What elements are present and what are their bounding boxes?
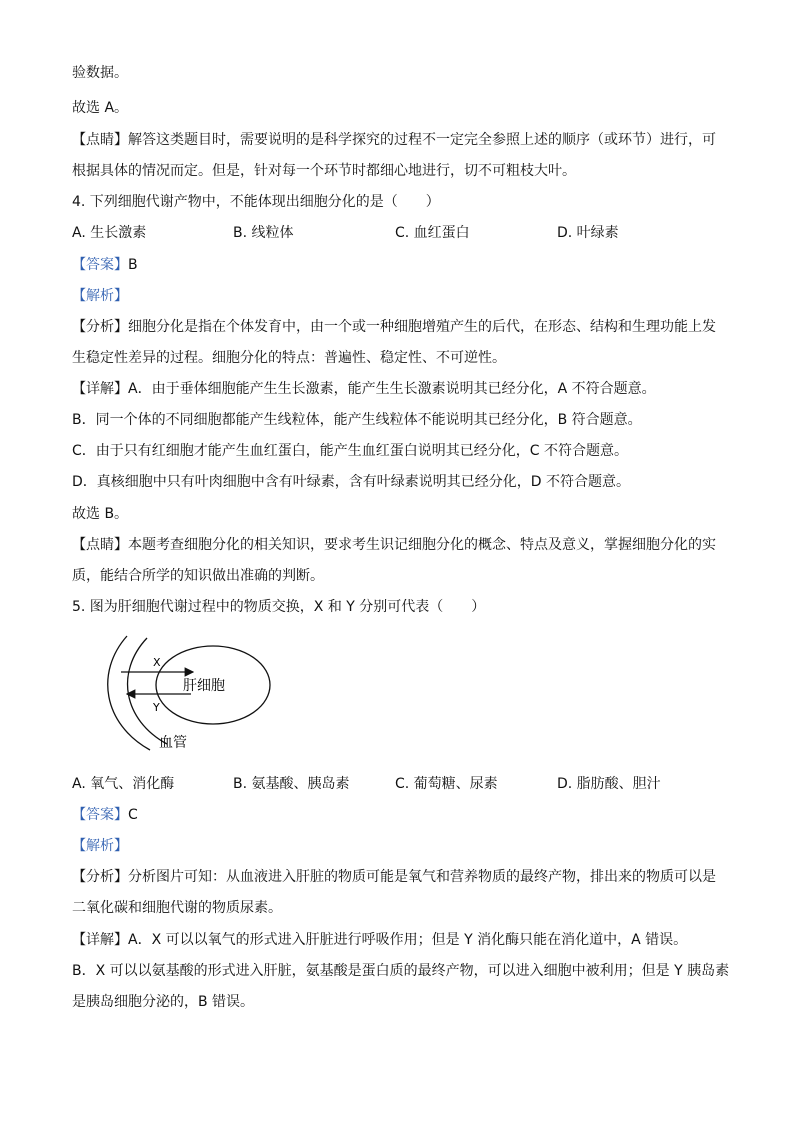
text-line: C．由于只有红细胞才能产生血红蛋白，能产生血红蛋白说明其已经分化，C 不符合题意。: [72, 443, 628, 459]
fenxi-tag: 【分析】: [72, 869, 128, 885]
q4-xiangjie: [72, 379, 656, 399]
text-line: 二氧化碳和细胞代谢的物质尿素。: [72, 900, 282, 916]
label-liver-cell: 肝细胞: [183, 678, 225, 694]
text-line: D．真核细胞中只有叶肉细胞中含有叶绿素，含有叶绿素说明其已经分化，D 不符合题意。: [72, 474, 631, 490]
q5-option-c: C. 葡萄糖、尿素: [395, 776, 498, 792]
q4-dianjing: [72, 535, 716, 555]
q5-option-a: A. 氧气、消化酶: [72, 776, 175, 792]
text-line: 生稳定性差异的过程。细胞分化的特点：普遍性、稳定性、不可逆性。: [72, 350, 506, 366]
text-line: 根据具体的情况而定。但是，针对每一个环节时都细心地进行，切不可粗枝大叶。: [72, 163, 576, 179]
question-4-stem: 4. 下列细胞代谢产物中，不能体现出细胞分化的是（ ）: [72, 194, 440, 210]
q5-xiangjie: [72, 930, 687, 950]
q4-answer: [72, 255, 138, 275]
q5-answer: [72, 805, 138, 825]
xiangjie-text: A．由于垂体细胞能产生生长激素，能产生生长激素说明其已经分化，A 不符合题意。: [128, 381, 656, 397]
text-line: 故选 B。: [72, 506, 129, 522]
q4-option-c: C. 血红蛋白: [395, 225, 470, 241]
liver-cell-diagram: [95, 632, 275, 762]
xiangjie-tag: 【详解】: [72, 932, 128, 948]
fenxi-text: 细胞分化是指在个体发育中，由一个或一种细胞增殖产生的后代，在形态、结构和生理功能上发: [128, 319, 716, 335]
label-vessel: 血管: [159, 735, 187, 751]
label-x: X: [153, 656, 161, 669]
answer-value: C: [128, 807, 138, 823]
q4-fenxi: [72, 317, 716, 337]
xiangjie-text: A．X 可以以氧气的形式进入肝脏进行呼吸作用；但是 Y 消化酶只能在消化道中，A 错误。: [128, 932, 688, 948]
q5-option-b: B. 氨基酸、胰岛素: [233, 776, 350, 792]
text-line: 质，能结合所学的知识做出准确的判断。: [72, 568, 324, 584]
q4-option-b: B. 线粒体: [233, 225, 294, 241]
question-5-stem: 5. 图为肝细胞代谢过程中的物质交换，X 和 Y 分别可代表（ ）: [72, 599, 486, 615]
dianjing-text: 本题考查细胞分化的相关知识，要求考生识记细胞分化的概念、特点及意义，掌握细胞分化的实: [128, 537, 716, 553]
text-line: 验数据。: [72, 65, 128, 81]
q5-option-d: D. 脂肪酸、胆汁: [557, 776, 661, 792]
answer-value: B: [128, 257, 138, 273]
q4-analysis-heading: 【解析】: [72, 288, 128, 304]
dianjing-tag: 【点睛】: [72, 537, 128, 553]
answer-tag: 【答案】: [72, 807, 128, 823]
text-line: 是胰岛细胞分泌的，B 错误。: [72, 994, 255, 1010]
vessel-wall-outer: [108, 636, 150, 750]
text-line: B．同一个体的不同细胞都能产生线粒体，能产生线粒体不能说明其已经分化，B 符合题意。: [72, 412, 642, 428]
text-line: 【点睛】解答这类题目时，需要说明的是科学探究的过程不一定完全参照上述的顺序（或环节）进行，可: [72, 132, 716, 148]
text-line: B．X 可以以氨基酸的形式进入肝脏，氨基酸是蛋白质的最终产物，可以进入细胞中被利用；但是 Y 胰岛素: [72, 963, 730, 979]
q5-analysis-heading: 【解析】: [72, 838, 128, 854]
text-line: 故选 A。: [72, 100, 129, 116]
fenxi-text: 分析图片可知：从血液进入肝脏的物质可能是氧气和营养物质的最终产物，排出来的物质可以是: [128, 869, 716, 885]
xiangjie-tag: 【详解】: [72, 381, 128, 397]
q4-option-a: A. 生长激素: [72, 225, 147, 241]
fenxi-tag: 【分析】: [72, 319, 128, 335]
label-y: Y: [153, 701, 160, 714]
answer-tag: 【答案】: [72, 257, 128, 273]
q5-fenxi: [72, 867, 716, 887]
vessel-wall-inner: [128, 638, 167, 744]
q4-option-d: D. 叶绿素: [557, 225, 619, 241]
